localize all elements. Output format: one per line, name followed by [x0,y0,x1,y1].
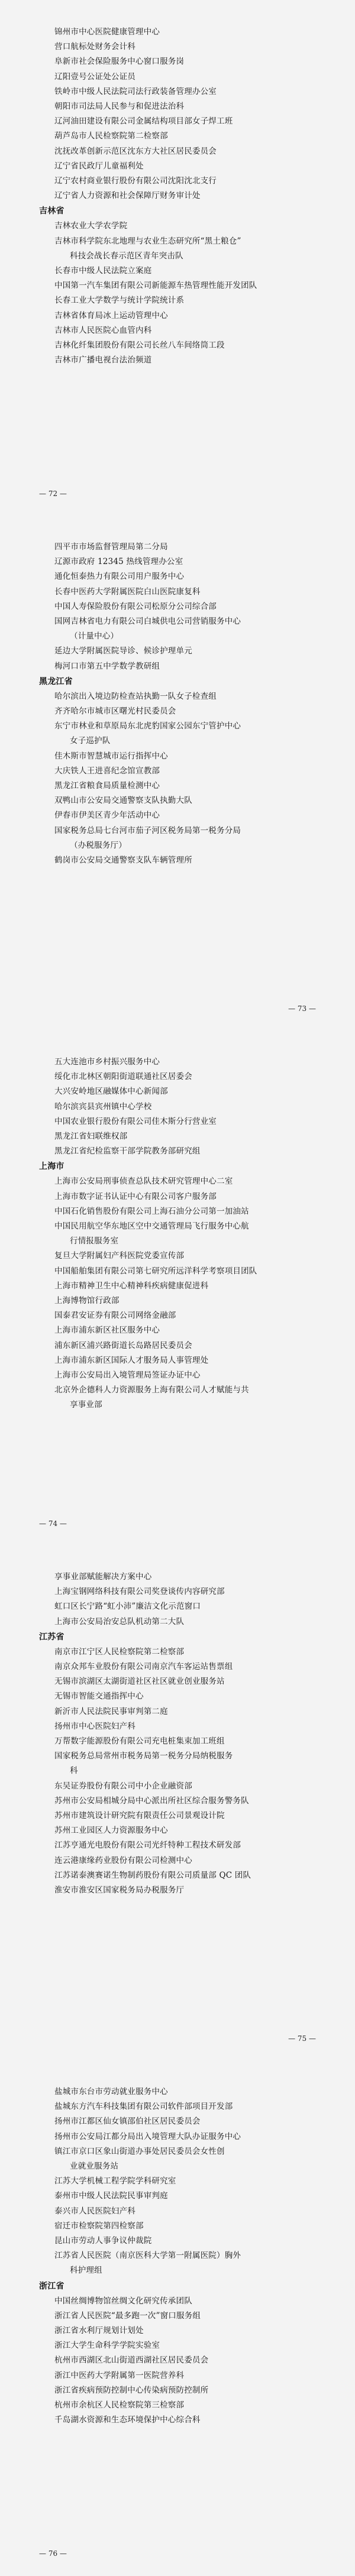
list-item: 苏州市公安局相城分局中心派出所社区综合服务警务队 [54,1796,249,1806]
list-item: 阜新市社会保险服务中心窗口服务岗 [54,57,185,67]
document-page [0,1545,355,2059]
list-item: 无锡市智能交通指挥中心 [54,1692,144,1702]
list-item: 吉林农业大学农学院 [54,221,128,231]
list-item: 中国石化销售股份有限公司上海石油分公司第一加油站 [54,1206,249,1216]
list-item: 中国船舶集团有限公司第七研究所远洋科学考察项目团队 [54,1266,257,1276]
list-item: 铁岭市中级人民法院司法行政装备管理办公室 [54,86,217,96]
province-heading: 黑龙江省 [39,676,73,686]
list-item: 浙江省水利厅规划计划处 [54,2326,144,2336]
list-item: 虹口区长宁路“虹小沛”廉洁文化示范窗口 [54,1602,201,1612]
list-item: 南京众邦车业股份有限公司南京汽车客运站售票组 [54,1662,233,1672]
list-item: 江苏大学机械工程学院学科研究室 [54,2176,176,2186]
list-item: 享事业部赋能解决方案中心 [54,1572,152,1582]
list-item: 国家税务总局七台河市茄子河区税务局第一税务分局 [54,825,241,835]
list-item: 苏州市建筑设计研究院有限责任公司景观设计院 [54,1811,225,1821]
list-item: 大庆铁人王进喜纪念馆宣教部 [54,766,160,776]
list-item: 江苏诺泰澳赛诺生物制药股份有限公司质量部 QC 团队 [54,1870,251,1880]
list-item: 黑龙江省妇联维权部 [54,1132,128,1142]
list-item: 朝阳市司法局人民参与和促进法治科 [54,102,185,112]
list-item: 苏州工业园区人力资源服务中心 [54,1826,168,1836]
list-item: 浙江省人民医院“最多跑一次”窗口服务组 [54,2311,201,2321]
list-item: 南京市江宁区人民检察院第二检察部 [54,1647,185,1657]
list-item: 辽宁农村商业银行股份有限公司沈阳沈北支行 [54,176,217,186]
page-number: — 75 — [288,2034,316,2043]
list-item: 长春市中级人民法院立案庭 [54,266,152,276]
list-item: 国网吉林省电力有限公司白城供电公司营销服务中心 [54,617,241,627]
list-item: 国泰君安证券有限公司网络金融部 [54,1311,176,1321]
list-item: 齐齐哈尔市城市区曙光村民委员会 [54,707,176,717]
list-item: 吉林市人民医院心血管内科 [54,325,152,335]
list-item: 科 [70,1766,78,1776]
list-item: 宿迁市检察院第四检察部 [54,2221,144,2231]
list-item: 上海市公安局治安总队机动第二大队 [54,1616,185,1626]
list-item: 中国民用航空华东地区空中交通管理局飞行服务中心航 [54,1221,249,1232]
list-item: 辽阳壹号公证处公证员 [54,72,135,82]
list-item: 扬州市公安局江都分局出入境管理大队办证服务中心 [54,2131,241,2141]
list-item: 哈尔滨宾县宾州镇中心学校 [54,1101,152,1112]
list-item: 盐城市东台市劳动就业服务中心 [54,2087,168,2097]
list-item: 锦州市中心医院健康管理中心 [54,27,160,37]
list-item: 无锡市滨湖区太湖街道社区社区就业创业服务站 [54,1677,225,1687]
list-item: 北京外企德科人力资源服务上海有限公司人才赋能与共 [54,1385,249,1395]
list-item: 扬州市江都区仙女镇邵伯社区居民委员会 [54,2117,201,2127]
list-item: 中国第一汽车集团有限公司新能源车热管理性能开发团队 [54,281,257,291]
list-item: 淮安市淮安区国家税务局办税服务厅 [54,1885,185,1895]
list-item: 绥化市北林区朝阳街道联通社区居委会 [54,1072,192,1082]
page-number: — 72 — [39,490,67,498]
list-item: 复旦大学附属妇产科医院党委宣传部 [54,1251,185,1261]
province-heading: 浙江省 [39,2281,64,2291]
list-item: 沈抚改革创新示范区沈东方大社区居民委员会 [54,146,217,156]
list-item: 双鸭山市公安局交通警察支队执勤大队 [54,796,192,806]
list-item: 上海市浦东新区社区服务中心 [54,1326,160,1336]
list-item: 泰州市中级人民法院民事审判庭 [54,2191,168,2201]
document-page [0,515,355,1029]
list-item: 科护理组 [70,2266,102,2276]
list-item: 中国丝绸博物馆丝绸文化研究传承团队 [54,2296,192,2306]
list-item: 佳木斯市智慧城市运行指挥中心 [54,751,168,761]
list-item: 黑龙江省纪检监察干部学院教务部研究组 [54,1146,201,1156]
list-item: 杭州市西湖区北山街道西湖社区居民委员会 [54,2355,209,2366]
list-item: 泰兴市人民医院妇产科 [54,2206,135,2216]
list-item: 业就业服务站 [70,2162,119,2172]
list-item: 浙江中医药大学附属第一医院营养科 [54,2370,185,2380]
list-item: 梅河口市第五中学数学教研组 [54,661,160,671]
list-item: 辽宁省人力资源和社会保障厅财务审计处 [54,191,201,201]
list-item: 女子巡护队 [70,736,111,746]
list-item: 浙江大学生命科学学院实验室 [54,2341,160,2351]
list-item: 吉林省体育局冰上运动管理中心 [54,310,168,320]
list-item: 东宁市林业和草原局东北虎豹国家公园东宁管护中心 [54,721,241,731]
document-page [0,1030,355,1544]
list-item: 国家税务总局常州市税务局第一税务分局纳税服务 [54,1751,233,1761]
list-item: 江苏亨通光电股份有限公司光纤特种工程技术研发部 [54,1841,241,1851]
list-item: 万帮数字能源股份有限公司充电桩集束加工班组 [54,1736,225,1747]
list-item: 浙江省疾病预防控制中心传染病预防控制所 [54,2385,209,2395]
list-item: 中国人寿保险股份有限公司松原分公司综合部 [54,601,217,611]
list-item: 上海市浦东新区国际人才服务局人事管理处 [54,1355,209,1365]
list-item: 大兴安岭地区融媒体中心新闻部 [54,1087,168,1097]
list-item: （计量中心） [70,631,119,641]
list-item: 长春工业大学数学与统计学院统计系 [54,296,185,306]
list-item: 四平市市场监督管理局第二分局 [54,542,168,552]
list-item: 通化恒泰热力有限公司用户服务中心 [54,572,185,582]
province-heading: 江苏省 [39,1632,64,1642]
list-item: 上海市精神卫生中心精神科疾病健康促进科 [54,1281,209,1291]
list-item: 新沂市人民法院民事审判第二庭 [54,1706,168,1716]
list-item: 科技会战长春示范区青年突击队 [70,251,183,261]
list-item: 吉林化纤集团股份有限公司长丝八车间络筒工段 [54,341,225,351]
list-item: 上海市数字证书认证中心有限公司客户服务部 [54,1191,217,1201]
document-page [0,0,355,514]
list-item: 镇江市京口区象山街道办事处居民委员会女性创 [54,2146,225,2156]
list-item: 享事业部 [70,1400,102,1410]
list-item: 吉林市科学院东北地理与农业生态研究所“黑土粮仓” [54,236,241,246]
list-item: 伊春市伊美区青少年活动中心 [54,811,160,821]
list-item: 浦东新区浦兴路街道长岛路居民委员会 [54,1340,192,1350]
list-item: 营口航标处财务会计科 [54,42,135,52]
list-item: 哈尔滨出入境边防检查站执勤一队女子检查组 [54,691,217,701]
list-item: 上海博物馆行政部 [54,1296,120,1306]
list-item: 长春中医药大学附属医院白山医院康复科 [54,587,201,597]
list-item: 扬州市中心医院妇产科 [54,1721,135,1731]
list-item: 鹤岗市公安局交通警察支队车辆管理所 [54,856,192,866]
list-item: 江苏省人民医院（南京医科大学第一附属医院）胸外 [54,2251,241,2261]
list-item: 上海宝钢网络科技有限公司奖登谈传内容研究部 [54,1587,225,1597]
document-page [0,2060,355,2574]
list-item: 中国农业银行股份有限公司佳木斯分行营业室 [54,1116,217,1126]
list-item: 千岛湖水资源和生态环境保护中心综合科 [54,2415,201,2425]
list-item: 上海市公安局出入境管理局签证办证中心 [54,1370,201,1381]
province-heading: 吉林省 [39,206,64,216]
list-item: 辽源市政府 12345 热线管理办公室 [54,557,183,567]
page-number: — 74 — [39,1519,67,1528]
province-heading: 上海市 [39,1162,64,1172]
list-item: 辽宁省民政厅儿童福利处 [54,161,144,171]
list-item: 行情报服务室 [70,1236,119,1246]
list-item: 吉林市广播电视台法治频道 [54,355,152,365]
list-item: （办税服务厅） [70,840,127,850]
list-item: 延边大学附属医院导诊、候诊护理单元 [54,646,192,656]
list-item: 昆山市劳动人事争议仲裁院 [54,2236,152,2246]
list-item: 辽河油田建设有限公司金属结构项目部女子焊工班 [54,116,233,127]
list-item: 连云港康缘药业股份有限公司检测中心 [54,1855,192,1865]
list-item: 杭州市余杭区人民检察院第三检察部 [54,2400,185,2410]
list-item: 盐城东方汽车科技集团有限公司软件部项目开发部 [54,2102,233,2112]
list-item: 黑龙江省粮食局质量检测中心 [54,781,160,791]
list-item: 葫芦岛市人民检察院第二检察部 [54,131,168,141]
list-item: 东吴证券股份有限公司中小企业融资部 [54,1781,192,1791]
page-number: — 73 — [288,1005,316,1013]
page-number: — 76 — [39,2549,67,2558]
list-item: 五大连池市乡村振兴服务中心 [54,1057,160,1067]
list-item: 上海市公安局刑事侦查总队技术研究管理中心二室 [54,1177,233,1187]
